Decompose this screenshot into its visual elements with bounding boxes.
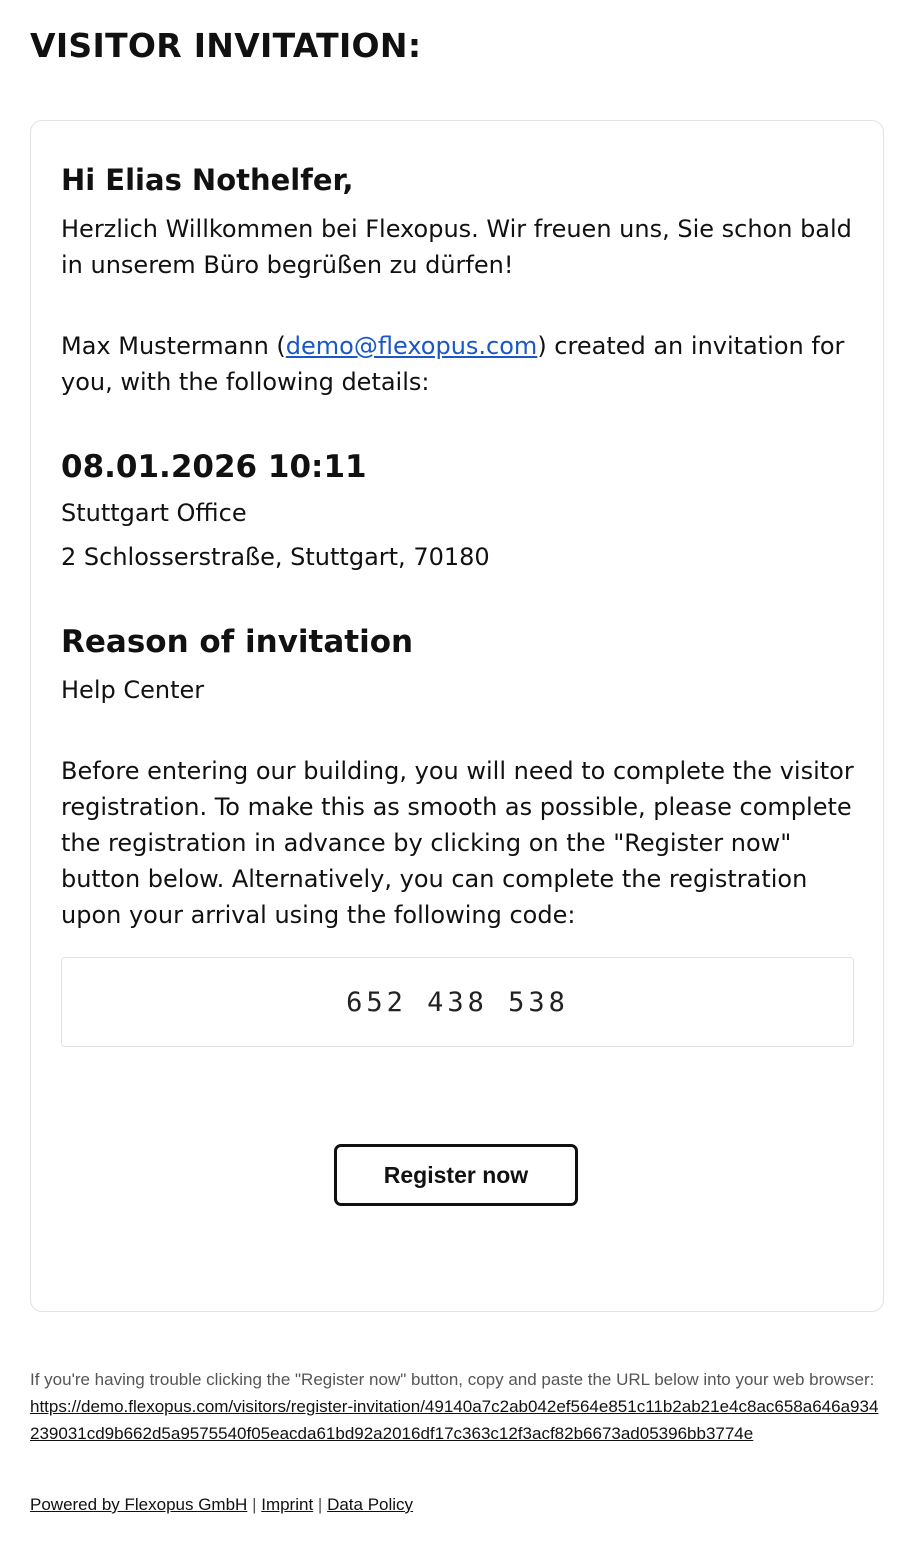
creator-suffix: ) created an invitation for you, with the following details: (61, 332, 845, 396)
creator-email-link[interactable]: demo@flexopus.com (285, 332, 538, 360)
register-url-link[interactable]: https://demo.flexopus.com/visitors/register-invitation/49140a7c2ab042ef564e851c11b2ab21e4c8ac658a646a934239031cd9b662d5a9575540f05eacda61bd92a2016df17c363c12f3acf82b6673ad05396bb3774e (30, 1397, 879, 1443)
reason-value: Help Center (61, 676, 205, 704)
reason-title: Reason of invitation (61, 624, 414, 660)
office-name: Stuttgart Office (61, 499, 247, 527)
footer-separator: | (252, 1495, 257, 1514)
registration-instructions: Before entering our building, you will need to complete the visitor registration. To make this as smooth as possible, please complete the registration in advance by clicking on the "Register now" button below. Alternatively, you can complete the registration upon your arrival using the following code: (61, 757, 854, 929)
creator-text (61, 328, 854, 400)
registration-code-box (61, 957, 854, 1047)
register-now-button[interactable]: Register now (334, 1144, 578, 1206)
footer-trouble-text (30, 1366, 886, 1447)
registration-code: 652 438 538 (346, 986, 569, 1018)
data-policy-link[interactable]: Data Policy (327, 1495, 414, 1514)
office-address: 2 Schlosserstraße, Stuttgart, 70180 (61, 543, 490, 571)
welcome-text: Herzlich Willkommen bei Flexopus. Wir freuen uns, Sie schon bald in unserem Büro begrüßen zu dürfen! (61, 215, 852, 279)
trouble-text: If you're having trouble clicking the "Register now" button, copy and paste the URL below into your web browser: (30, 1370, 875, 1389)
footer-links (30, 1491, 413, 1518)
footer-separator: | (317, 1495, 323, 1514)
imprint-link[interactable]: Imprint (261, 1495, 314, 1514)
invitation-datetime: 08.01.2026 10:11 (61, 449, 367, 485)
greeting: Hi Elias Nothelfer, (61, 163, 354, 197)
powered-by-link[interactable]: Powered by Flexopus GmbH (30, 1495, 248, 1514)
footer-help (30, 1366, 886, 1447)
page-title: VISITOR INVITATION: (30, 26, 422, 65)
invitation-card (30, 120, 884, 1312)
creator-name: Max Mustermann ( (61, 332, 286, 360)
